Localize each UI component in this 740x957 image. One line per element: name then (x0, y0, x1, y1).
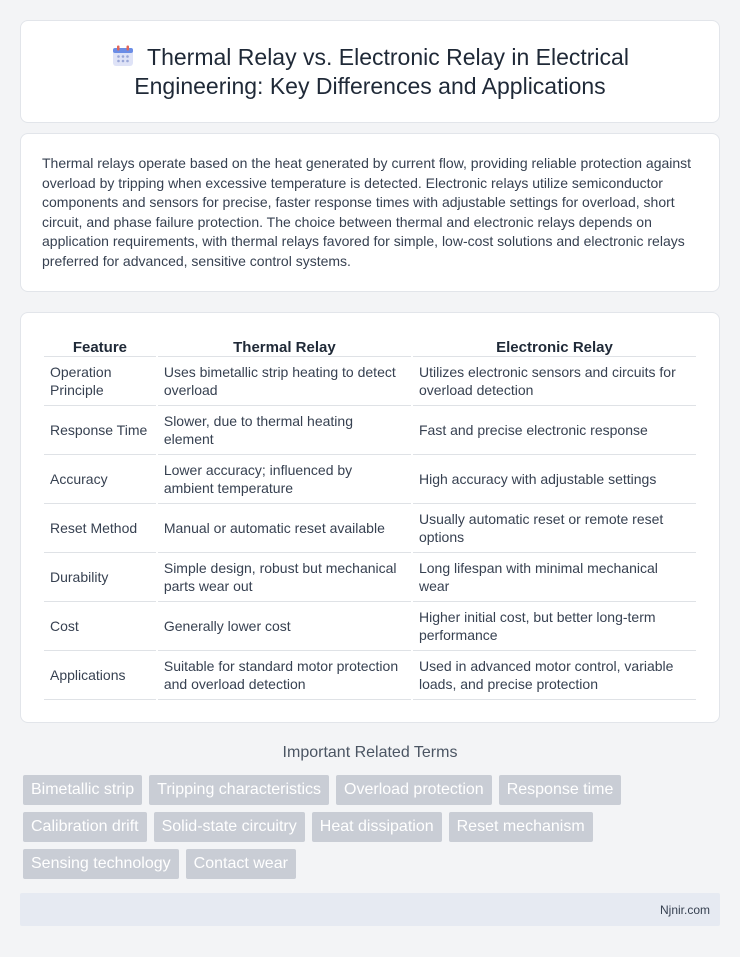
feature-cell: Durability (44, 553, 156, 602)
footer-bar (20, 893, 720, 926)
related-term-tag[interactable]: Overload protection (336, 775, 492, 805)
title-card (20, 20, 720, 123)
thermal-cell: Generally lower cost (158, 602, 411, 651)
electronic-cell: Used in advanced motor control, variable loads, and precise protection (413, 651, 696, 700)
feature-cell: Operation Principle (44, 357, 156, 406)
electronic-cell: Fast and precise electronic response (413, 406, 696, 455)
feature-cell: Response Time (44, 406, 156, 455)
table-row (44, 504, 696, 553)
feature-cell: Accuracy (44, 455, 156, 504)
thermal-cell: Manual or automatic reset available (158, 504, 411, 553)
calendar-icon (111, 44, 135, 68)
table-row (44, 602, 696, 651)
related-term-tag[interactable]: Response time (499, 775, 622, 805)
related-term-tag[interactable]: Heat dissipation (312, 812, 442, 842)
related-term-tag[interactable]: Calibration drift (23, 812, 147, 842)
table-header-row (44, 335, 696, 357)
thermal-cell: Suitable for standard motor protection and overload detection (158, 651, 411, 700)
comparison-table (42, 335, 698, 700)
thermal-cell: Lower accuracy; influenced by ambient temperature (158, 455, 411, 504)
feature-cell: Applications (44, 651, 156, 700)
table-row (44, 651, 696, 700)
related-term-tag[interactable]: Solid-state circuitry (154, 812, 305, 842)
electronic-cell: Higher initial cost, but better long-term performance (413, 602, 696, 651)
related-term-tag[interactable]: Bimetallic strip (23, 775, 142, 805)
table-row (44, 455, 696, 504)
footer-site-link[interactable]: Njnir.com (659, 903, 710, 917)
related-term-tag[interactable]: Sensing technology (23, 849, 179, 879)
electronic-cell: Usually automatic reset or remote reset options (413, 504, 696, 553)
header-feature: Feature (44, 335, 156, 357)
header-thermal: Thermal Relay (158, 335, 411, 357)
related-term-tag[interactable]: Reset mechanism (449, 812, 593, 842)
electronic-cell: Long lifespan with minimal mechanical wear (413, 553, 696, 602)
electronic-cell: High accuracy with adjustable settings (413, 455, 696, 504)
related-terms-list (23, 775, 683, 879)
thermal-cell: Uses bimetallic strip heating to detect overload (158, 357, 411, 406)
thermal-cell: Slower, due to thermal heating element (158, 406, 411, 455)
page-title (21, 43, 719, 101)
feature-cell: Cost (44, 602, 156, 651)
table-row (44, 357, 696, 406)
thermal-cell: Simple design, robust but mechanical parts wear out (158, 553, 411, 602)
intro-paragraph: Thermal relays operate based on the heat generated by current flow, providing reliable protection against overload by tripping when excessive temperature is detected. Electronic relays utilize semiconductor components and sensors for precise, faster response times with adjustable settings for overload, short circuit, and phase failure protection. The choice between thermal and electronic relays depends on application requirements, with thermal relays favored for simple, low-cost solutions and electronic relays preferred for advanced, sensitive control systems. (42, 155, 692, 269)
table-row (44, 406, 696, 455)
related-terms-heading: Important Related Terms (282, 744, 458, 761)
comparison-card (20, 312, 720, 723)
title-text: Thermal Relay vs. Electronic Relay in Electrical Engineering: Key Differences and Applications (134, 44, 629, 99)
related-term-tag[interactable]: Tripping characteristics (149, 775, 329, 805)
header-electronic: Electronic Relay (413, 335, 696, 357)
electronic-cell: Utilizes electronic sensors and circuits for overload detection (413, 357, 696, 406)
related-term-tag[interactable]: Contact wear (186, 849, 296, 879)
table-row (44, 553, 696, 602)
feature-cell: Reset Method (44, 504, 156, 553)
intro-card (20, 133, 720, 292)
